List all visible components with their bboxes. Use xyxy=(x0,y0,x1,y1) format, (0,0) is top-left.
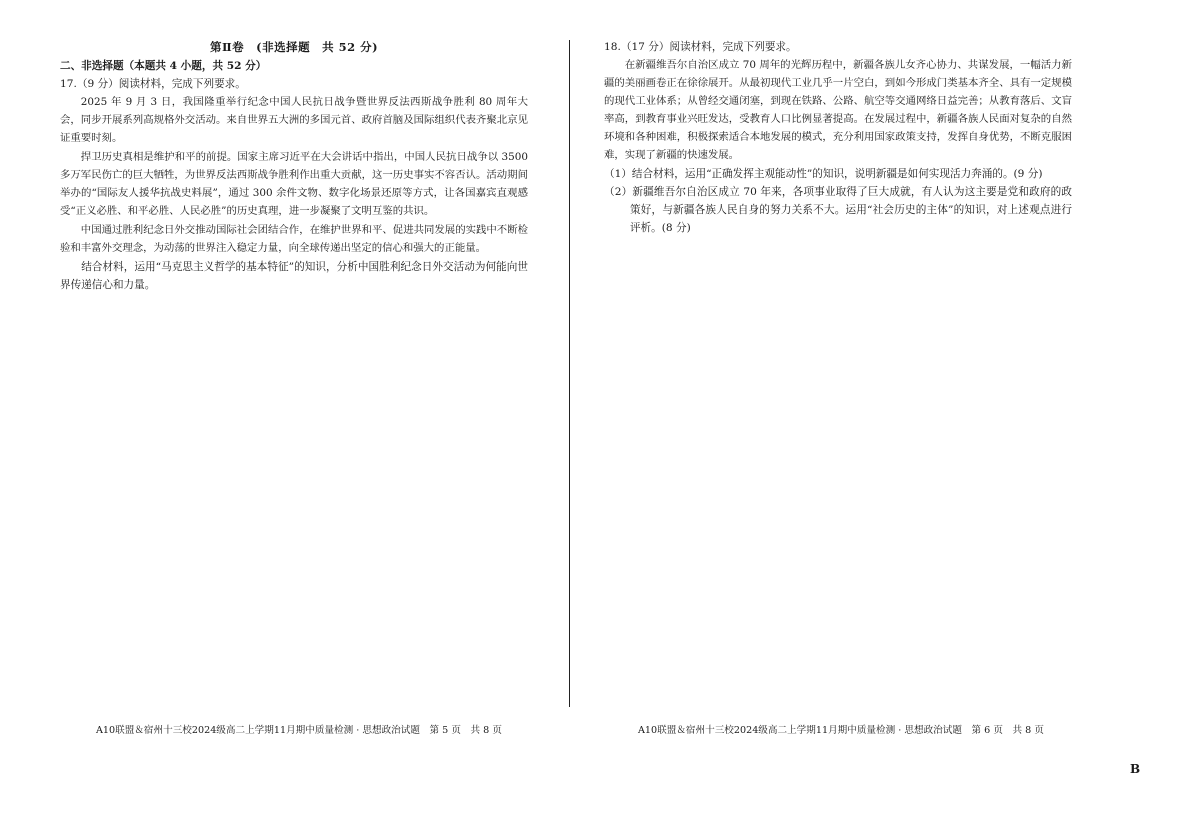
question-18-heading: 18.（17 分）阅读材料，完成下列要求。 xyxy=(604,41,797,53)
question-17-material-paragraph: 捍卫历史真相是维护和平的前提。国家主席习近平在大会讲话中指出，中国人民抗日战争以 3500 多万军民伤亡的巨大牺牲，为世界反法西斯战争胜利作出重大贡献，这一历史事实不容否认。活动期间举办的“国际友人援华抗战史料展”，通过 300 余件文物、数字化场景还原等方式，让各国嘉宾直观感受“正义必胜、和平必胜、人民必胜”的历史真理，进一步凝聚了文明互鉴的共识。 xyxy=(60,151,528,217)
right-column xyxy=(604,38,1072,237)
section-title: 第Ⅱ卷 (非选择题 共 52 分) xyxy=(209,40,379,54)
footer-page-6: A10联盟＆宿州十三校2024级高二上学期11月期中质量检测 · 思想政治试题 第 6 页 共 8 页 xyxy=(638,725,1044,736)
question-18-material-paragraph: 在新疆维吾尔自治区成立 70 周年的光辉历程中，新疆各族儿女齐心协力、共谋发展，一幅活力新疆的美丽画卷正在徐徐展开。从最初现代工业几乎一片空白，到如今形成门类基本齐全、具有一定规模的现代工业体系；从曾经交通闭塞，到现在铁路、公路、航空等交通网络日益完善；从教育落后、文盲率高，到教育事业兴旺发达，受教育人口比例显著提高。在发展过程中，新疆各族人民面对复杂的自然环境和各种困难，积极探索适合本地发展的模式，充分利用国家政策支持，发挥自身优势，不断克服困难，实现了新疆的快速发展。 xyxy=(604,59,1072,161)
question-17-material-paragraph: 中国通过胜利纪念日外交推动国际社会团结合作，在维护世界和平、促进共同发展的实践中不断检验和丰富外交理念，为动荡的世界注入稳定力量，向全球传递出坚定的信心和强大的正能量。 xyxy=(60,224,528,254)
question-18-subquestion-2: （2）新疆维吾尔自治区成立 70 年来，各项事业取得了巨大成就，有人认为这主要是党和政府的政策好，与新疆各族人民自身的努力关系不大。运用“社会历史的主体”的知识，对上述观点进行评析。(8 分) xyxy=(604,186,1072,234)
question-17-heading: 17.（9 分）阅读材料，完成下列要求。 xyxy=(60,78,246,90)
column-divider xyxy=(569,40,570,707)
version-letter: B xyxy=(1130,762,1141,776)
question-17-prompt: 结合材料，运用“马克思主义哲学的基本特征”的知识，分析中国胜利纪念日外交活动为何能向世界传递信心和力量。 xyxy=(60,261,528,291)
question-18-subquestion-1: （1）结合材料，运用“正确发挥主观能动性”的知识，说明新疆是如何实现活力奔涌的。(9 分) xyxy=(604,168,1043,180)
footer-page-5: A10联盟＆宿州十三校2024级高二上学期11月期中质量检测 · 思想政治试题 第 5 页 共 8 页 xyxy=(96,725,502,736)
question-17-material-paragraph: 2025 年 9 月 3 日，我国隆重举行纪念中国人民抗日战争暨世界反法西斯战争胜利 80 周年大会，同步开展系列高规格外交活动。来自世界五大洲的多国元首、政府首脑及国际组织代表齐聚北京见证重要时刻。 xyxy=(60,96,528,144)
left-column xyxy=(60,38,528,294)
section-subtitle: 二、非选择题（本题共 4 小题，共 52 分） xyxy=(60,60,267,72)
